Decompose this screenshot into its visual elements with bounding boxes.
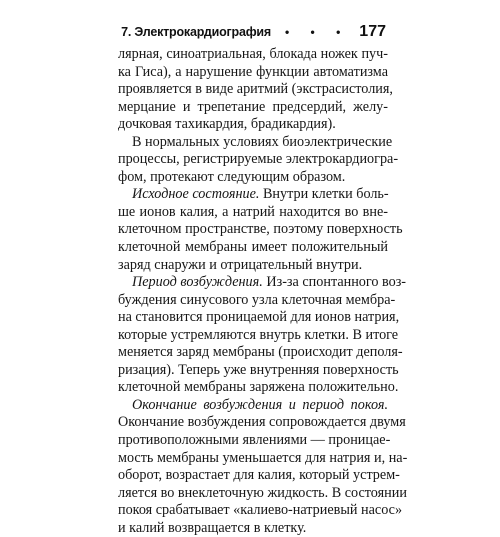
- line-text: буждения синусового узла клеточная мембра-: [118, 291, 396, 308]
- section-lead-italic: Период возбуждения.: [132, 274, 263, 291]
- text-line: [118, 81, 393, 99]
- chapter-title: 7. Электрокардиография: [121, 25, 272, 39]
- line-text: ляется во внеклеточную жидкость. В состоянии: [118, 484, 407, 501]
- line-text: Внутри клетки боль-: [259, 186, 389, 203]
- line-text: меняется заряд мембраны (происходит деполя-: [118, 344, 403, 361]
- line-text: ка Гиса), а нарушение функции автоматизма: [118, 63, 388, 80]
- paragraph-first-line: [118, 133, 393, 152]
- page-number: 177: [359, 23, 386, 40]
- text-line: [118, 344, 403, 362]
- text-line: [118, 379, 399, 397]
- text-line: [118, 116, 388, 134]
- text-line: [118, 169, 388, 187]
- text-line: [118, 467, 400, 485]
- line-text: процессы, регистрируемые электрокардиогра-: [118, 151, 399, 168]
- text-line: [118, 361, 399, 380]
- line-text: мость мембраны уменьшается для натрия и, на-: [118, 449, 408, 466]
- text-line: [118, 432, 391, 450]
- text-line: [118, 257, 388, 275]
- line-text: проявляется в виде аритмий (экстрасистолия,: [118, 81, 393, 98]
- text-line: [118, 520, 388, 537]
- text-line: [118, 291, 396, 310]
- text-line: [118, 239, 388, 257]
- paragraph-first-line: [118, 274, 407, 292]
- text-line: [118, 99, 388, 117]
- line-text: покоя срабатывает «калиево-натриевый насос»: [118, 502, 403, 519]
- line-text: на становится проницаемой для ионов натрия,: [118, 309, 400, 326]
- line-text: и калий возвращается в клетку.: [118, 519, 307, 536]
- line-text: мерцание и трепетание предсердий, желу-: [118, 98, 388, 115]
- section-lead-italic: Исходное состояние.: [132, 186, 260, 203]
- line-text: оборот, возрастает для калия, который устрем-: [118, 467, 400, 484]
- line-text: клеточной мембраны заряжена положительно.: [118, 379, 399, 396]
- text-line: [118, 414, 406, 432]
- line-text: Из-за спонтанного воз-: [262, 274, 407, 291]
- text-line: [118, 151, 399, 169]
- line-text: противоположными явлениями — проницае-: [118, 432, 391, 449]
- running-header: [120, 21, 386, 43]
- line-text: которые устремляются внутрь клетки. В итоге: [118, 326, 399, 343]
- text-line: [118, 309, 400, 327]
- line-text: заряд снаружи и отрицательный внутри.: [118, 256, 363, 273]
- line-text: дочковая тахикардия, брадикардия).: [118, 116, 336, 133]
- line-text: Окончание возбуждения сопровождается двумя: [118, 414, 406, 431]
- paragraph-first-line: [118, 397, 388, 415]
- line-text: лярная, синоатриальная, блокада ножек пуч-: [118, 46, 388, 62]
- text-line: [118, 204, 388, 222]
- text-line: [118, 64, 388, 82]
- section-lead-italic: Окончание возбуждения и период покоя.: [132, 396, 388, 413]
- header-dots-ornament: • • •: [285, 25, 350, 39]
- text-line: [118, 221, 403, 239]
- line-text: ризация). Теперь уже внутренняя поверхность: [118, 361, 399, 378]
- line-text: фом, протекают следующим образом.: [118, 168, 346, 185]
- paragraph-first-line: [118, 186, 388, 204]
- line-text: В нормальных условиях биоэлектрические: [132, 133, 393, 150]
- text-line: [118, 449, 408, 468]
- text-line: [118, 46, 388, 64]
- line-text: клеточном пространстве, поэтому поверхность: [118, 221, 403, 238]
- text-line: [118, 326, 399, 345]
- line-text: клеточной мембраны имеет положительный: [118, 239, 388, 256]
- body-text: [118, 46, 408, 537]
- text-line: [118, 502, 403, 520]
- line-text: ше ионов калия, а натрий находится во вне-: [118, 203, 388, 220]
